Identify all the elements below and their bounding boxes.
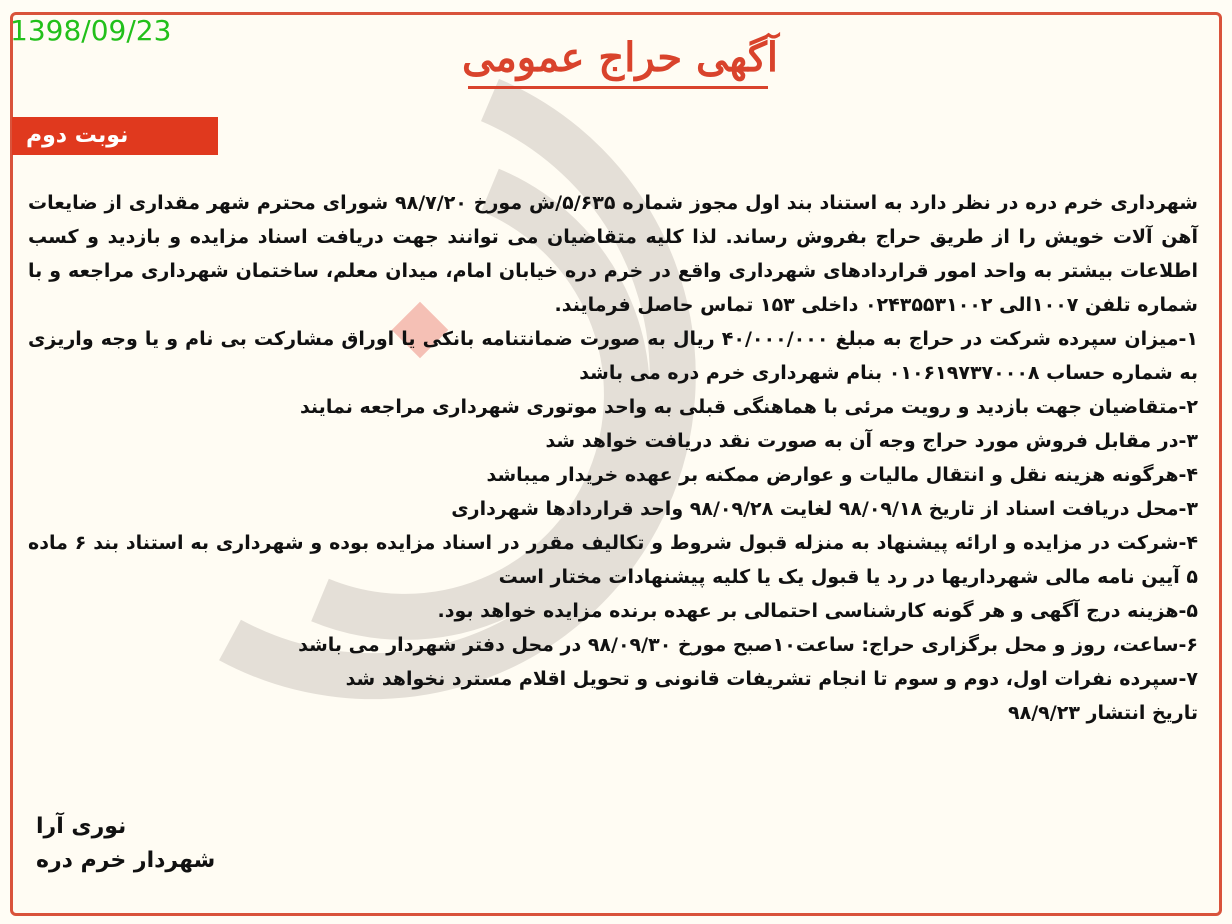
notice-title: آگهی حراج عمومی (462, 34, 778, 81)
list-item: ۶-ساعت، روز و محل برگزاری حراج: ساعت۱۰صبح مورخ ۹۸/۰۹/۳۰ در محل دفتر شهردار می باشد (298, 634, 1198, 656)
list-item: ۲-متقاضیان جهت بازدید و رویت مرئی با هماهنگی قبلی به واحد موتوری شهرداری مراجعه نمایند (299, 396, 1198, 418)
publish-date: تاریخ انتشار ۹۸/۹/۲۳ (1008, 702, 1198, 724)
list-item: ۷-سپرده نفرات اول، دوم و سوم تا انجام تشریفات قانونی و تحویل اقلام مسترد نخواهد شد (345, 668, 1198, 690)
list-item: ۴-هرگونه هزینه نقل و انتقال مالیات و عوارض ممکنه بر عهده خریدار میباشد (486, 464, 1198, 486)
signatory-title: شهردار خرم دره (36, 848, 216, 873)
publish-date-stamp: 1398/09/23 (10, 14, 172, 47)
notice-body (28, 186, 1198, 730)
title-underline (468, 86, 768, 89)
list-item: ۵-هزینه درج آگهی و هر گونه کارشناسی احتمالی بر عهده برنده مزایده خواهد بود. (437, 600, 1198, 622)
list-item: ۴-شرکت در مزایده و ارائه پیشنهاد به منزله قبول شروط و تکالیف مقرر در اسناد مزایده بوده و شهرداری به استناد بند ۶ ماده ۵ آیین نامه مالی شهرداریها در رد یا قبول یک یا کلیه پیشنهادات مختار است (28, 532, 1198, 588)
notice-round-badge: نوبت دوم (12, 117, 218, 155)
list-item: ۳-محل دریافت اسناد از تاریخ ۹۸/۰۹/۱۸ لغایت ۹۸/۰۹/۲۸ واحد قراردادها شهرداری (451, 498, 1198, 520)
list-item: ۳-در مقابل فروش مورد حراج وجه آن به صورت نقد دریافت خواهد شد (545, 430, 1198, 452)
list-item: ۱-میزان سپرده شرکت در حراج به مبلغ ۴۰/۰۰۰/۰۰۰ ریال به صورت ضمانتنامه بانکی یا اوراق مشارکت بی نام و یا وجه واریزی به شماره حساب ۰۱۰۶۱۹۷۳۷۰۰۰۸ بنام شهرداری خرم دره می باشد (28, 328, 1198, 384)
signatory-name: نوری آرا (36, 814, 127, 839)
intro-paragraph: شهرداری خرم دره در نظر دارد به استناد بند اول مجوز شماره ۵/۶۳۵/ش مورخ ۹۸/۷/۲۰ شورای محترم شهر مقداری از ضایعات آهن آلات خویش را از طریق حراج بفروش رساند. لذا کلیه متقاضیان می توانند جهت دریافت اسناد مزایده و بازدید و کسب اطلاعات بیشتر به واحد امور قراردادهای شهرداری واقع در خرم دره خیابان امام، میدان معلم، ساختمان شهرداری مراجعه و با شماره تلفن ۱۰۰۷الی ۰۲۴۳۵۵۳۱۰۰۲ داخلی ۱۵۳ تماس حاصل فرمایند. (28, 192, 1198, 316)
